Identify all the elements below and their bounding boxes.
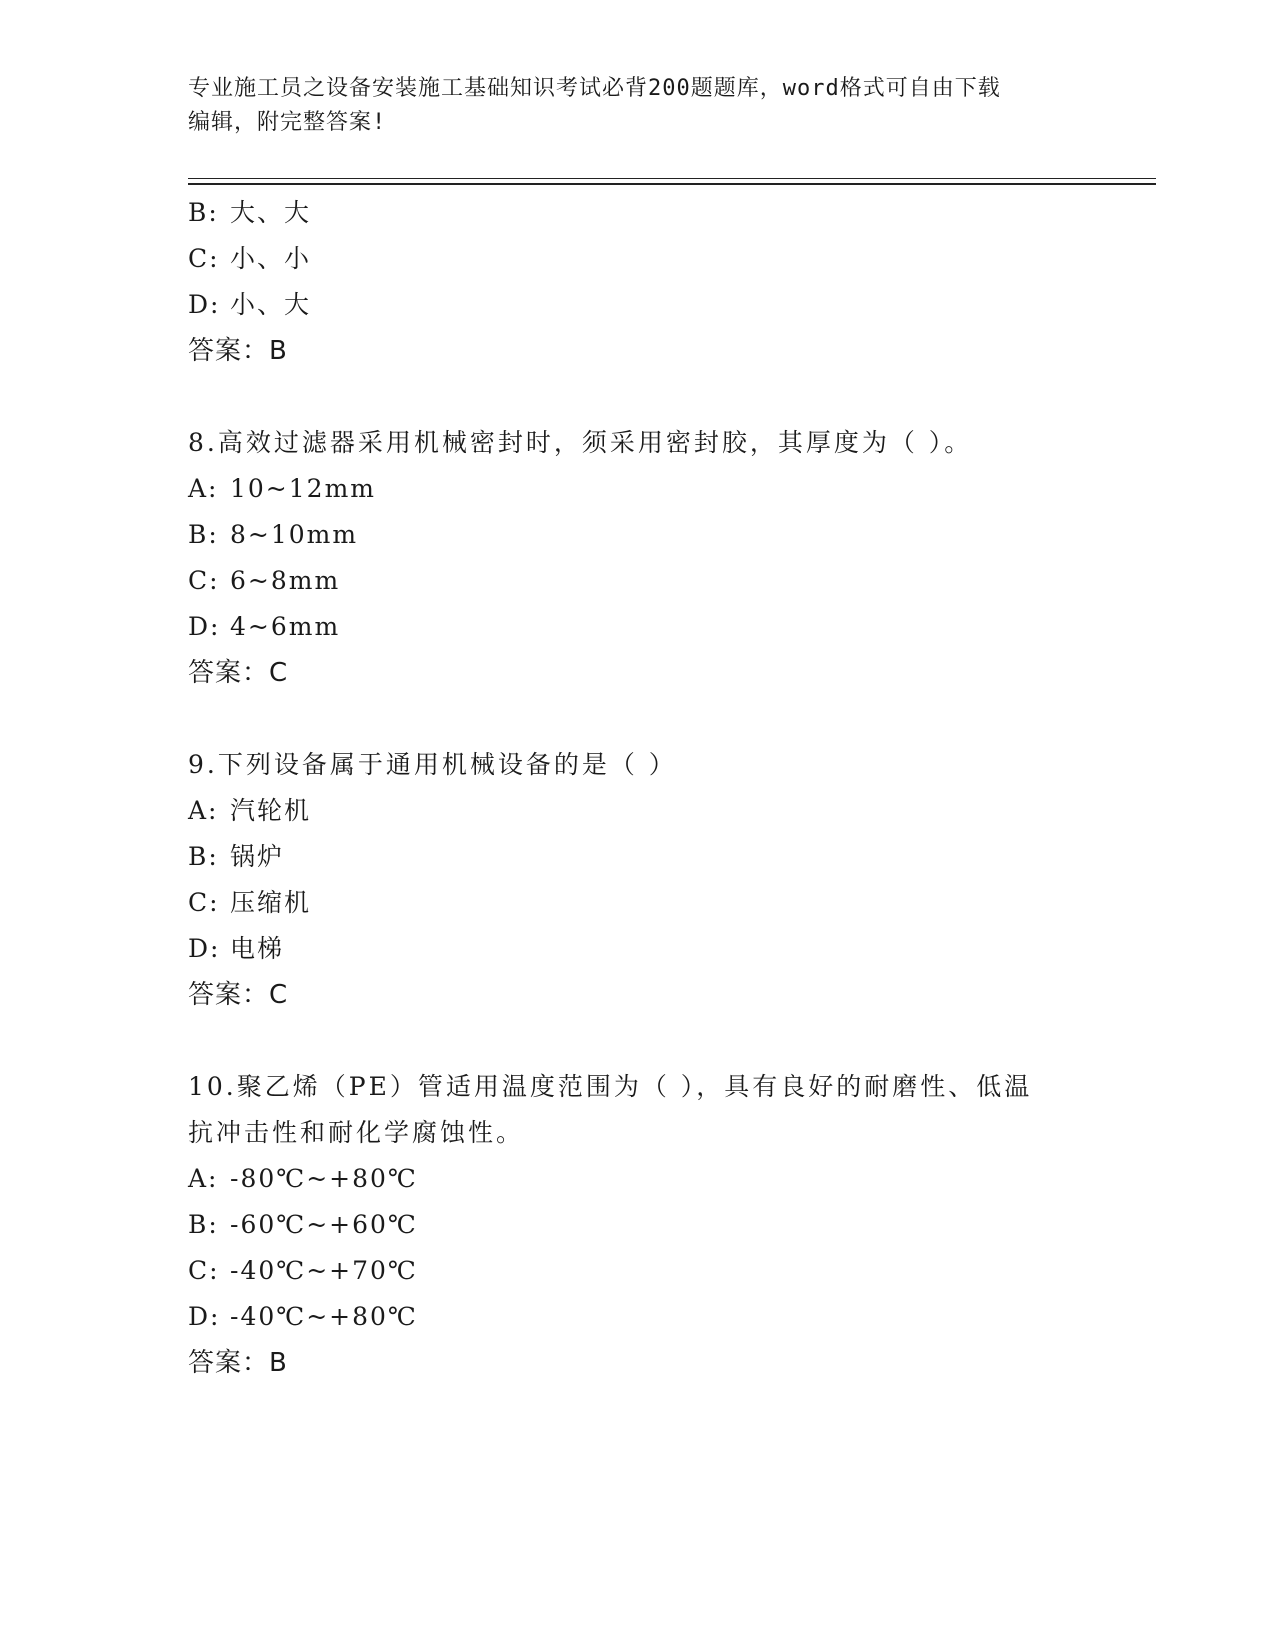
option-c (188, 558, 1088, 604)
option-letter: B: (188, 198, 219, 227)
option-letter: D: (188, 290, 221, 319)
option-text: -60℃~+60℃ (230, 1210, 418, 1239)
option-letter: C: (188, 888, 220, 917)
answer: 答案：C (188, 658, 289, 688)
header-line-1: 专业施工员之设备安装施工基础知识考试必背200题题库，word格式可自由下载 (188, 76, 1001, 101)
option-text: 小、大 (230, 290, 312, 319)
option-letter: A: (188, 796, 219, 825)
question-10 (188, 1064, 1088, 1386)
option-text: 大、大 (230, 198, 312, 227)
question-text: 8.高效过滤器采用机械密封时，须采用密封胶，其厚度为（ ）。 (188, 428, 973, 457)
question-8 (188, 420, 1088, 696)
option-text: 10~12mm (230, 474, 376, 503)
document-header (188, 72, 1068, 140)
option-a (188, 788, 1088, 834)
option-c (188, 1248, 1088, 1294)
option-a (188, 1156, 1088, 1202)
question-text-line-2: 抗冲击性和耐化学腐蚀性。 (188, 1118, 525, 1147)
option-letter: C: (188, 1256, 220, 1285)
question-list (188, 190, 1088, 1386)
option-c (188, 236, 1088, 282)
option-text: 压缩机 (230, 888, 312, 917)
option-text: 汽轮机 (230, 796, 312, 825)
option-letter: D: (188, 934, 221, 963)
option-letter: A: (188, 474, 219, 503)
question-9 (188, 742, 1088, 1018)
option-b (188, 1202, 1088, 1248)
option-letter: C: (188, 566, 220, 595)
question-text: 9.下列设备属于通用机械设备的是（ ） (188, 750, 677, 779)
option-b (188, 190, 1088, 236)
option-text: 电梯 (230, 934, 285, 963)
option-b (188, 834, 1088, 880)
header-line-2: 编辑，附完整答案! (188, 110, 387, 135)
option-d (188, 282, 1088, 328)
option-b (188, 512, 1088, 558)
option-text: -40℃~+70℃ (230, 1256, 418, 1285)
option-letter: D: (188, 612, 221, 641)
option-text: 8~10mm (230, 520, 359, 549)
option-text: -80℃~+80℃ (230, 1164, 418, 1193)
option-text: -40℃~+80℃ (230, 1302, 418, 1331)
question-7-tail (188, 190, 1088, 374)
option-d (188, 1294, 1088, 1340)
option-text: 锅炉 (230, 842, 285, 871)
header-divider-thin (188, 178, 1156, 179)
answer: 答案：C (188, 980, 289, 1010)
option-text: 4~6mm (230, 612, 341, 641)
option-text: 小、小 (230, 244, 312, 273)
option-c (188, 880, 1088, 926)
answer: 答案：B (188, 1348, 288, 1378)
option-letter: D: (188, 1302, 221, 1331)
header-divider-thick (188, 183, 1156, 185)
question-text-line-1: 10.聚乙烯（PE）管适用温度范围为（ ），具有良好的耐磨性、低温 (188, 1072, 1033, 1101)
option-letter: B: (188, 520, 219, 549)
option-letter: B: (188, 1210, 219, 1239)
option-letter: B: (188, 842, 219, 871)
option-d (188, 604, 1088, 650)
option-a (188, 466, 1088, 512)
option-d (188, 926, 1088, 972)
option-text: 6~8mm (230, 566, 341, 595)
answer: 答案：B (188, 336, 288, 366)
option-letter: A: (188, 1164, 219, 1193)
option-letter: C: (188, 244, 220, 273)
